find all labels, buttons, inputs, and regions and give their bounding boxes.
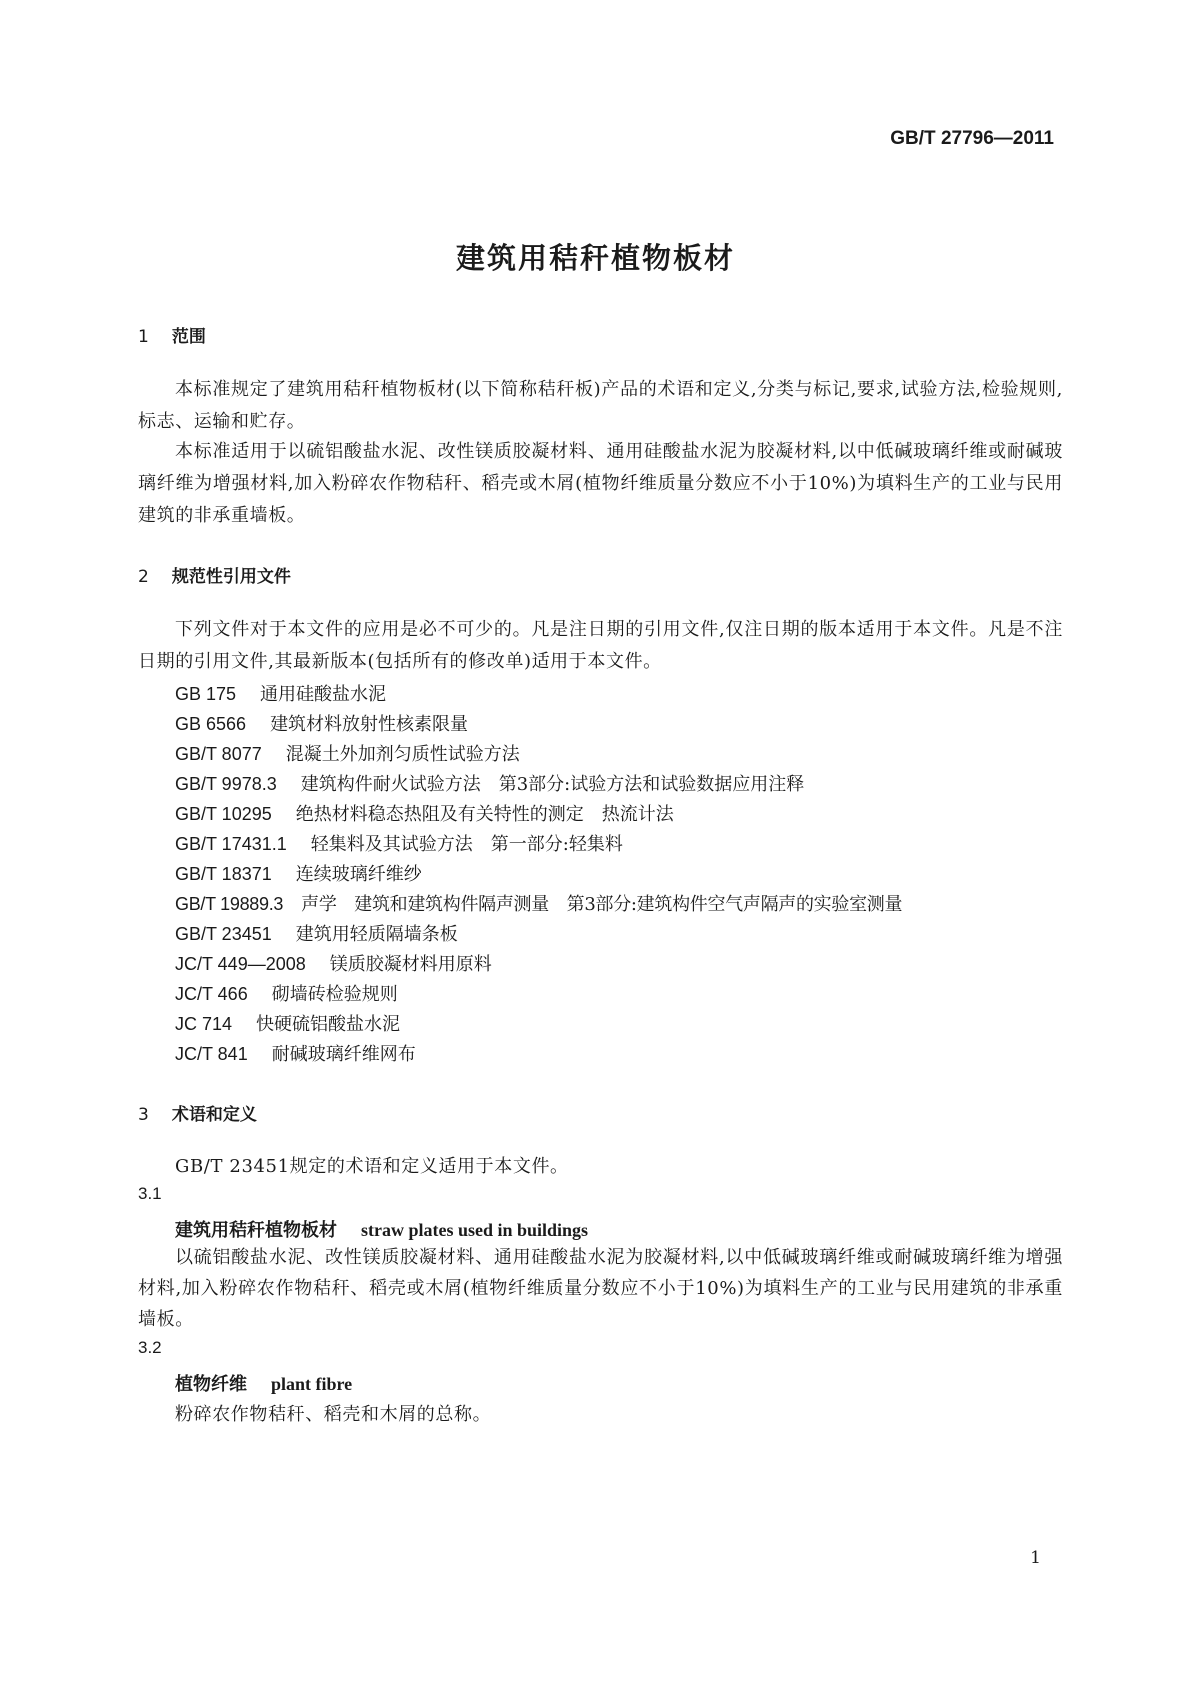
reference-code: GB/T 19889.3: [175, 894, 284, 914]
reference-title: 镁质胶凝材料用原料: [329, 954, 492, 975]
term-definition: 粉碎农作物秸秆、稻壳和木屑的总称。: [175, 1404, 492, 1425]
reference-title: 连续玻璃纤维纱: [295, 864, 422, 885]
reference-title: 轻集料及其试验方法 第一部分:轻集料: [310, 834, 623, 855]
standard-number: GB/T 27796—2011: [890, 128, 1054, 149]
reference-item: [175, 950, 492, 976]
reference-item: [175, 1040, 416, 1066]
page-number: 1: [1030, 1548, 1041, 1568]
reference-title: 混凝土外加剂匀质性试验方法: [285, 744, 520, 765]
reference-item: [175, 980, 398, 1006]
reference-item: [175, 740, 520, 766]
term-number: 3.2: [138, 1338, 162, 1357]
term-english: plant fibre: [271, 1374, 353, 1394]
reference-title: 通用硅酸盐水泥: [260, 684, 387, 705]
section-1-heading: [138, 322, 206, 347]
reference-code: JC/T 449—2008: [175, 954, 306, 974]
reference-code: JC/T 466: [175, 984, 248, 1004]
term-heading: [175, 1370, 352, 1396]
term-definition: 以硫铝酸盐水泥、改性镁质胶凝材料、通用硅酸盐水泥为胶凝材料,以中低碱玻璃纤维或耐碱玻璃纤维为增强材料,加入粉碎农作物秸秆、稻壳或木屑(植物纤维质量分数应不小于10%)为填料生产的工业与民用建筑的非承重墙板。: [138, 1247, 1063, 1330]
section-number: 1: [138, 327, 149, 347]
references-intro: 下列文件对于本文件的应用是必不可少的。凡是注日期的引用文件,仅注日期的版本适用于本文件。凡是不注日期的引用文件,其最新版本(包括所有的修改单)适用于本文件。: [138, 619, 1063, 672]
section-3-heading: [138, 1100, 257, 1125]
scope-paragraph-1: 本标准规定了建筑用秸秆植物板材(以下简称秸秆板)产品的术语和定义,分类与标记,要求,试验方法,检验规则,标志、运输和贮存。: [138, 379, 1063, 432]
term-chinese: 建筑用秸秆植物板材: [175, 1220, 337, 1241]
document-title: 建筑用秸秆植物板材: [455, 241, 735, 275]
reference-item: [175, 860, 422, 886]
terms-intro: GB/T 23451规定的术语和定义适用于本文件。: [175, 1156, 569, 1177]
reference-item: [175, 680, 386, 706]
section-2-heading: [138, 562, 291, 587]
reference-code: GB/T 9978.3: [175, 774, 277, 794]
section-title: 范围: [171, 327, 206, 347]
reference-title: 声学 建筑和建筑构件隔声测量 第3部分:建筑构件空气声隔声的实验室测量: [301, 894, 903, 915]
scope-paragraph-2: 本标准适用于以硫铝酸盐水泥、改性镁质胶凝材料、通用硅酸盐水泥为胶凝材料,以中低碱玻璃纤维或耐碱玻璃纤维为增强材料,加入粉碎农作物秸秆、稻壳或木屑(植物纤维质量分数应不小于10%)为填料生产的工业与民用建筑的非承重墙板。: [138, 441, 1063, 526]
reference-code: GB 175: [175, 684, 237, 704]
reference-title: 建筑材料放射性核素限量: [270, 714, 469, 735]
reference-code: JC/T 841: [175, 1044, 248, 1064]
section-number: 2: [138, 567, 149, 587]
section-number: 3: [138, 1105, 149, 1125]
reference-title: 绝热材料稳态热阻及有关特性的测定 热流计法: [295, 804, 674, 825]
reference-item: [175, 890, 902, 916]
reference-item: [175, 710, 468, 736]
reference-title: 建筑用轻质隔墙条板: [295, 924, 458, 945]
reference-title: 砌墙砖检验规则: [271, 984, 398, 1005]
section-title: 术语和定义: [171, 1105, 257, 1125]
reference-code: GB/T 10295: [175, 804, 272, 824]
reference-item: [175, 830, 623, 856]
reference-item: [175, 920, 458, 946]
term-heading: [175, 1216, 588, 1242]
reference-code: GB/T 23451: [175, 924, 272, 944]
reference-title: 耐碱玻璃纤维网布: [271, 1044, 416, 1065]
reference-item: [175, 800, 674, 826]
reference-item: [175, 1010, 400, 1036]
reference-code: JC 714: [175, 1014, 233, 1034]
reference-code: GB/T 17431.1: [175, 834, 287, 854]
reference-code: GB 6566: [175, 714, 247, 734]
term-english: straw plates used in buildings: [361, 1220, 589, 1240]
reference-code: GB/T 18371: [175, 864, 272, 884]
section-title: 规范性引用文件: [171, 567, 291, 587]
reference-item: [175, 770, 804, 796]
term-chinese: 植物纤维: [175, 1374, 247, 1395]
reference-title: 建筑构件耐火试验方法 第3部分:试验方法和试验数据应用注释: [300, 774, 805, 795]
reference-title: 快硬硫铝酸盐水泥: [256, 1014, 401, 1035]
reference-code: GB/T 8077: [175, 744, 262, 764]
term-number: 3.1: [138, 1184, 162, 1203]
